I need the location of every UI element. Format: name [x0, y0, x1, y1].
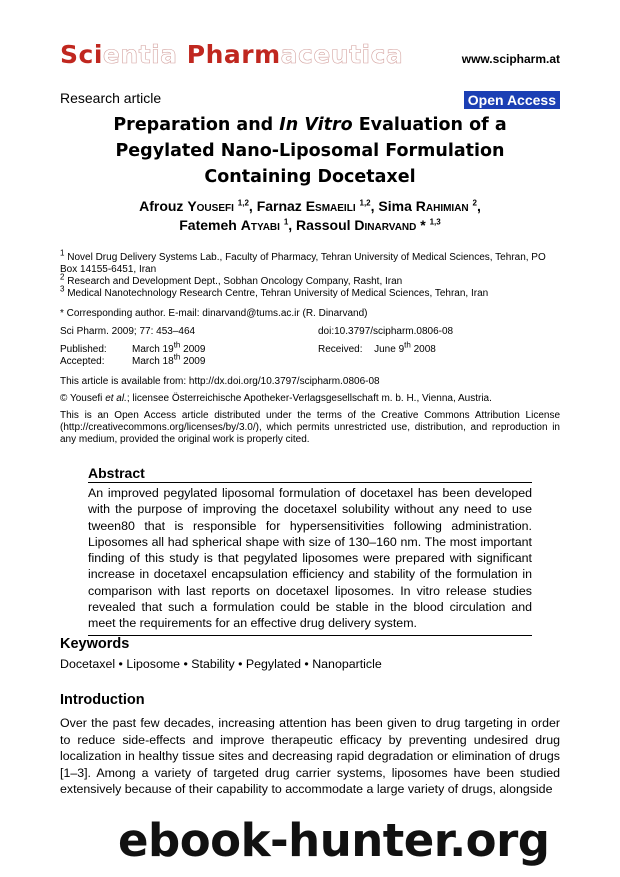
affiliations	[60, 248, 560, 300]
author: Rassoul Dinarvand * $^{1,3}$	[296, 217, 441, 233]
open-access-badge: Open Access	[464, 91, 560, 109]
article-dates	[60, 340, 560, 368]
corresponding-author: * Corresponding author. E-mail: dinarvand@tums.ac.ir (R. Dinarvand)	[60, 308, 368, 319]
author-list	[60, 197, 560, 235]
author: Fatemeh Atyabi $^1$,	[179, 217, 297, 233]
article-type: Research article	[60, 90, 162, 106]
keywords-list: Docetaxel • Liposome • Stability • Pegylated • Nanoparticle	[60, 657, 382, 671]
affiliation: $^3$ Medical Nanotechnology Research Centre, Tehran University of Medical Sciences, Tehran, Iran	[60, 284, 489, 299]
journal-website[interactable]: www.scipharm.at	[461, 52, 560, 66]
abstract-text: An improved pegylated liposomal formulation of docetaxel has been developed with the purpose of improving the docetaxel solubility without any need to use tween80 that is responsible for hypersensitivities following administration. Liposomes all had spherical shape with size of 130–160 nm. The most important finding of this study is that pegylated liposomes were prepared with significant increase in docetaxel encapsulation efficiency and stability of the formulation in comparison with last reports on docetaxel liposomes. In vitro release studies revealed that such a formulation could be stable in the blood circulation and meet the requirements for an effective drug delivery system.	[88, 482, 532, 636]
introduction-text: Over the past few decades, increasing attention has been given to drug targeting in order to reduce side-effects and improve therapeutic efficacy by preventing undesired drug localization in healthy tissue sites and decreasing rapid degradation or elimination of drugs [1–3]. Among a variety of targeted drug carrier systems, liposomes have been studied extensively because of their capability to accommodate a large variety of drugs, alongside	[60, 716, 560, 796]
published-date: Published: March 19th 2009	[60, 340, 206, 355]
keywords-heading: Keywords	[60, 636, 130, 652]
author: Sima Rahimian $^2$,	[378, 198, 481, 214]
citation-line	[60, 326, 560, 338]
affiliation: $^1$ Novel Drug Delivery Systems Lab., Faculty of Pharmacy, Tehran University of Medical Sciences, Tehran, PO Box 14155-6451, Iran	[60, 248, 546, 275]
affiliation: $^2$ Research and Development Dept., Sobhan Oncology Company, Rasht, Iran	[60, 272, 403, 287]
received-date: Received: June 9th 2008	[318, 340, 436, 355]
citation: Sci Pharm. 2009; 77: 453–464	[60, 326, 196, 337]
author: Farnaz Esmaeili $^{1,2}$,	[256, 198, 379, 214]
accepted-date: Accepted: March 18th 2009	[60, 352, 206, 367]
article-title: Preparation and In Vitro Evaluation of a Pegylated Nano-Liposomal Formulation Containing Docetaxel	[113, 115, 507, 187]
doi[interactable]: doi:10.3797/scipharm.0806-08	[318, 326, 454, 337]
introduction-heading: Introduction	[60, 692, 145, 708]
watermark: ebook-hunter.org	[118, 814, 550, 867]
journal-logo: Scientia Pharmaceutica	[60, 40, 404, 69]
abstract-heading: Abstract	[88, 465, 145, 481]
author: Afrouz Yousefi $^{1,2}$,	[139, 198, 257, 214]
availability-note: This article is available from: http://dx.doi.org/10.3797/scipharm.0806-08	[60, 376, 380, 387]
license-line: © Yousefi et al.; licensee Österreichische Apotheker-Verlagsgesellschaft m. b. H., Vienna, Austria.	[60, 393, 492, 404]
open-access-statement: This is an Open Access article distributed under the terms of the Creative Commons Attribution License (http://creativecommons.org/licenses/by/3.0/), which permits unrestricted use, distribution, and reproduction in any medium, provided the original work is properly cited.	[60, 410, 560, 445]
